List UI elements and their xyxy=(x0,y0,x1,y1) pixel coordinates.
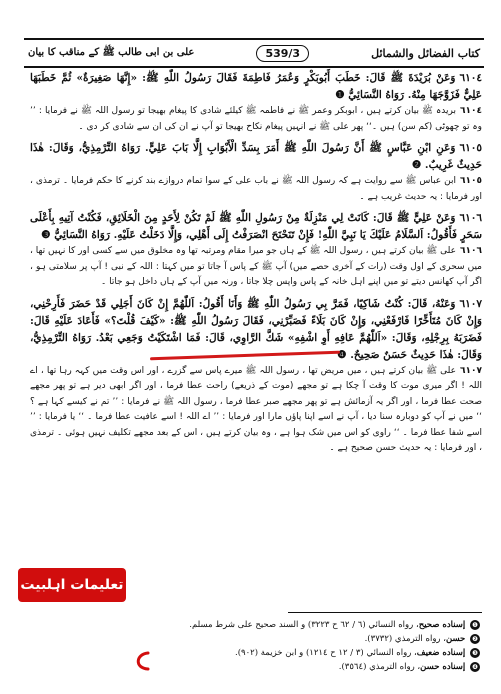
header-chapter-title: علی بن ابی طالب ﷺ کے مناقب کا بیان xyxy=(28,47,195,58)
footnote-marker: ❸ xyxy=(470,648,480,658)
footnote-grade: إسناده ضعيف xyxy=(416,648,466,658)
hadith-entry xyxy=(30,140,482,205)
footnote-marker: ❷ xyxy=(470,634,480,644)
reference-marker: ❶ xyxy=(335,89,345,101)
reference-marker: ❷ xyxy=(411,159,422,171)
footnote-grade: إسناده صحيح xyxy=(418,620,466,630)
arabic-text xyxy=(30,210,482,244)
reference-marker: ❹ xyxy=(337,348,347,361)
footnote xyxy=(150,632,482,646)
footnote-text: ، رواه النسائي (٣ / ١٢ ح ١٢١٤) و ابن خزيمة (٩٠٢). xyxy=(235,648,417,658)
translation-number: ٦١٠٧ xyxy=(460,365,482,376)
footnotes xyxy=(150,618,482,674)
hadith-number: ٦١٠٥ xyxy=(459,142,482,154)
footnote-text: ، رواه الترمذي (٣٥٦٤). xyxy=(338,662,421,672)
footnote-marker: ❶ xyxy=(470,620,480,630)
urdu-body: ابن عباس ﷺ سے روایت ہے کہ رسول اللہ ﷺ نے باب علی کے سوا تمام دروازے بند کرنے کا حکم فرمایا ۔ ترمذی ، اور فرمایا : یہ حدیث غریب ہے ۔ xyxy=(30,176,482,202)
red-bracket-annotation xyxy=(130,650,152,672)
arabic-body: وَعَنْهُ، قَالَ: كُنْتُ شَاكِيًا، فَمَرَّ بِي رَسُولُ اللّٰهِ ﷺ وَأَنَا أَقُولُ: اَللّٰهُمَّ إِنْ كَانَ أَجَلِي قَدْ حَضَرَ فَأَرِحْنِي، وَإِنْ كَانَ مُتَأَخِّرًا فَارْفَعْنِي، وَإِنْ كَانَ بَلَاءً فَصَبِّرْنِي، فَقَالَ رَسُولُ اللّٰهِ ﷺ: «كَيْفَ قُلْتَ؟» فَأَعَادَ عَلَيْهِ قَالَ: فَضَرَبَهُ بِرِجْلِهِ، وَقَالَ: «اَللّٰهُمَّ عَافِهِ أَوِ اشْفِهِ» شَكَّ الرَّاوِي، قَالَ: فَمَا اشْتَكَيْتُ وَجَعِي بَعْدُ. رَوَاهُ التِّرْمِذِيُّ، وَقَالَ: هٰذَا حَدِيثٌ حَسَنٌ صَحِيحٌ. xyxy=(30,297,482,361)
urdu-body: علی ﷺ بیان کرتے ہیں ، رسول اللہ ﷺ کے ہاں جو میرا مقام ومرتبہ تھا وہ مخلوق میں سے کسی اور کا نہیں تھا ، میں سحری کے اول وقت (رات کے آخری حصے میں) آپ ﷺ کے پاس آ جاتا تو میں کہتا : اللہ کے نبی ! آپ پر سلامتی ہو ، اگر آپ کھانس دیتے تو میں اپنے اہل خانہ کے پاس واپس چلا جاتا ، ورنہ میں آپ کے ہاں داخل ہو جاتا ۔ xyxy=(30,246,482,287)
watermark-stamp xyxy=(18,568,126,602)
reference-marker: ❸ xyxy=(41,229,51,241)
footnote xyxy=(150,660,482,674)
running-header xyxy=(24,38,484,68)
urdu-translation xyxy=(30,174,482,205)
hadith-body xyxy=(30,70,482,462)
stamp-text: تعلیمات اہلبیت xyxy=(20,577,124,593)
hadith-entry xyxy=(30,70,482,135)
urdu-body: بریدہ ﷺ بیان کرتے ہیں ، ابوبکر وعمر ﷺ نے فاطمہ ﷺ کیلئے شادی کا پیغام بھیجا تو رسول اللہ ﷺ نے فرمایا : ’’ وہ تو چھوٹی (کم سن) ہیں ۔‘‘ پھر علی ﷺ نے انہیں پیغام نکاح بھیجا تو آپ نے ان کی ان سے شادی کر دی ۔ xyxy=(30,106,482,132)
urdu-translation xyxy=(30,104,482,135)
header-book-title: كتاب الفضائل والشمائل xyxy=(371,46,480,60)
arabic-text xyxy=(30,70,482,104)
arabic-body: وَعَنِ ابْنِ عَبَّاسٍ ﷺ أَنَّ رَسُولَ اللّٰهِ ﷺ أَمَرَ بِسَدِّ الْأَبْوَابِ إِلَّا بَابَ عَلِيٍّ. رَوَاهُ التِّرْمِذِيُّ، وَقَالَ: هٰذَا حَدِيثٌ غَرِيبٌ. xyxy=(30,142,482,171)
footnote-grade: إسناده حسن xyxy=(420,662,466,672)
page-number: 539/3 xyxy=(256,45,309,62)
footnote xyxy=(150,646,482,660)
footnote-marker: ❹ xyxy=(470,662,480,672)
urdu-translation xyxy=(30,364,482,457)
red-bracket-stroke xyxy=(138,653,148,669)
footnote-text: ، رواه النسائي (٦ / ٦٢ ح ٣٢٢٣) و السند صحيح على شرط مسلم. xyxy=(189,620,419,630)
hadith-number: ٦١٠٦ xyxy=(459,212,482,224)
footnote-text: ، رواه الترمذي (٣٧٣٢). xyxy=(364,634,446,644)
footnote-divider xyxy=(288,612,482,613)
hadith-entry xyxy=(30,296,482,457)
translation-number: ٦١٠٤ xyxy=(460,106,482,116)
footnote-grade: حسن xyxy=(445,634,466,644)
translation-number: ٦١٠٥ xyxy=(460,176,482,186)
hadith-entry xyxy=(30,210,482,291)
arabic-text xyxy=(30,140,482,174)
urdu-translation xyxy=(30,244,482,291)
arabic-body: وَعَنْ عَلِيٍّ ﷺ قَالَ: كَانَتْ لِي مَنْزِلَةٌ مِنْ رَسُولِ اللّٰهِ ﷺ لَمْ تَكُنْ لِأَحَدٍ مِنَ الْخَلَائِقِ، فَكُنْتُ آتِيهِ بِأَعْلَى سَحَرٍ فَأَقُولُ: اَلسَّلَامُ عَلَيْكَ يَا نَبِيَّ اللّٰهِ! فَإِنْ تَنَحْنَحَ انْصَرَفْتُ إِلَى أَهْلِي، وَإِلَّا دَخَلْتُ عَلَيْهِ. رَوَاهُ النَّسَائِيُّ xyxy=(30,212,482,241)
arabic-body: وَعَنْ بُرَيْدَةَ ﷺ قَالَ: خَطَبَ أَبُوبَكْرٍ وَعُمَرُ فَاطِمَةَ فَقَالَ رَسُولُ اللّٰهِ ﷺ: «إِنَّهَا صَغِيرَةٌ» ثُمَّ خَطَبَهَا عَلِيٌّ فَزَوَّجَهَا مِنْهُ. رَوَاهُ النَّسَائِيُّ xyxy=(30,72,482,101)
translation-number: ٦١٠٦ xyxy=(460,246,482,256)
hadith-number: ٦١٠٧ xyxy=(459,297,482,310)
urdu-body: علی ﷺ بیان کرتے ہیں ، میں مریض تھا ، رسول اللہ ﷺ میرے پاس سے گزرے ، اور اس وقت میں کہہ رہا تھا ، اے اللہ ! اگر میری موت کا وقت آ چکا ہے تو مجھے (موت کے ذریعے) راحت عطا فرما ، اور اگر ابھی دیر ہے تو پھر مجھے صحت عطا فرما ، اور اگر یہ آزمائش ہے تو پھر مجھے صبر عطا فرما ، رسول اللہ ﷺ نے فرمایا : ’’ تم نے کیسے کہا ہے ؟ ‘‘ میں نے آپ کو دوبارہ سنا دیا ، آپ نے اسے اپنا پاؤں مارا اور فرمایا : ’’ اے اللہ ! اسے عافیت عطا فرما ۔ ‘‘ یا فرمایا : ’’ اسے شفا عطا فرما ۔ ‘‘ راوی کو اس میں شک ہوا ہے ، وہ بیان کرتے ہیں ، اس کے بعد مجھے تکلیف نہیں ہوئی ۔ ترمذی ، اور فرمایا : یہ حدیث حسن صحیح ہے ۔ xyxy=(30,365,482,453)
footnote xyxy=(150,618,482,632)
hadith-number: ٦١٠٤ xyxy=(459,72,482,84)
